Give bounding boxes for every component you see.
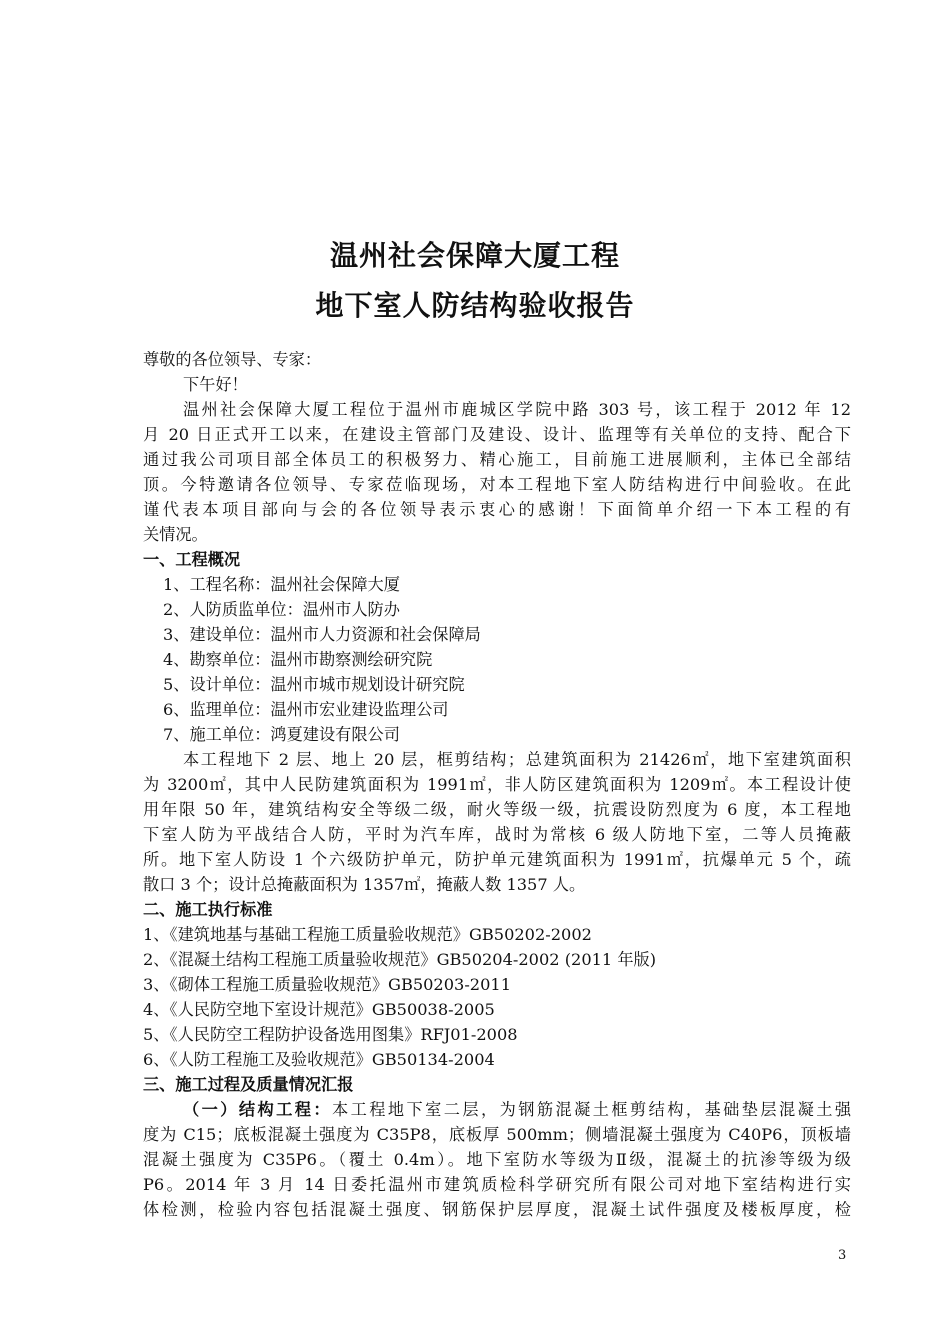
paragraph-line: 为 3200㎡，其中人民防建筑面积为 1991㎡，非人防区建筑面积为 1209㎡。本工程设计使 <box>143 775 851 794</box>
document-title-line2: 地下室人防结构验收报告 <box>315 289 635 322</box>
paragraph-line: 散口 3 个；设计总掩蔽面积为 1357㎡，掩蔽人数 1357 人。 <box>143 875 586 894</box>
paragraph-line: 混凝土强度为 C35P6。（覆土 0.4m）。地下室防水等级为Ⅱ级，混凝土的抗渗等级为级 <box>143 1150 851 1169</box>
document-body <box>143 347 851 1222</box>
list-item: 2、《混凝土结构工程施工质量验收规范》GB50204-2002 (2011 年版) <box>143 950 657 969</box>
paragraph-line: 下室人防为平战结合人防，平时为汽车库，战时为常核 6 级人防地下室，二等人员掩蔽 <box>143 825 851 844</box>
structure-paragraph <box>143 1097 851 1222</box>
paragraph-line: 月 20 日正式开工以来，在建设主管部门及建设、设计、监理等有关单位的支持、配合下 <box>143 425 851 444</box>
document-title-line1: 温州社会保障大厦工程 <box>329 239 620 272</box>
paragraph-line: 谨代表本项目部向与会的各位领导表示衷心的感谢！下面简单介绍一下本工程的有 <box>143 500 851 519</box>
overview-paragraph <box>143 747 851 897</box>
page-number: 3 <box>838 1248 847 1263</box>
standards-list <box>143 922 851 1072</box>
section-heading-overview: 一、工程概况 <box>143 550 241 569</box>
paragraph-line: 温州社会保障大厦工程位于温州市鹿城区学院中路 303 号，该工程于 2012 年 12 <box>183 400 851 419</box>
list-item: 4、勘察单位：温州市勘察测绘研究院 <box>163 650 433 669</box>
paragraph-line: 所。地下室人防设 1 个六级防护单元，防护单元建筑面积为 1991㎡，抗爆单元 5 个，疏 <box>143 850 851 869</box>
paragraph-line: 本工程地下 2 层、地上 20 层，框剪结构；总建筑面积为 21426㎡，地下室建筑面积 <box>183 750 851 769</box>
list-item: 1、《建筑地基与基础工程施工质量验收规范》GB50202-2002 <box>143 925 592 944</box>
intro-paragraph <box>143 397 851 547</box>
paragraph-line: 通过我公司项目部全体员工的积极努力、精心施工，目前施工进展顺利，主体已全部结 <box>143 450 851 469</box>
list-item: 6、《人防工程施工及验收规范》GB50134-2004 <box>143 1050 495 1069</box>
list-item: 7、施工单位：鸿夏建设有限公司 <box>163 725 400 744</box>
section-heading-standards: 二、施工执行标准 <box>143 900 273 919</box>
paragraph-line: 度为 C15；底板混凝土强度为 C35P8，底板厚 500mm；侧墙混凝土强度为 C40P6，顶板墙 <box>143 1125 851 1144</box>
section-heading-process: 三、施工过程及质量情况汇报 <box>143 1075 354 1094</box>
paragraph-line: 用年限 50 年，建筑结构安全等级二级，耐火等级一级，抗震设防烈度为 6 度，本工程地 <box>143 800 851 819</box>
overview-list <box>143 572 851 747</box>
list-item: 5、《人民防空工程防护设备选用图集》RFJ01-2008 <box>143 1025 518 1044</box>
greeting: 下午好！ <box>183 375 248 394</box>
list-item: 2、人防质监单位：温州市人防办 <box>163 600 400 619</box>
list-item: 4、《人民防空地下室设计规范》GB50038-2005 <box>143 1000 495 1019</box>
paragraph-line: 顶。今特邀请各位领导、专家莅临现场，对本工程地下室人防结构进行中间验收。在此 <box>143 475 851 494</box>
sub-heading-structure: （一）结构工程： <box>183 1100 332 1119</box>
list-item: 6、监理单位：温州市宏业建设监理公司 <box>163 700 449 719</box>
list-item: 3、建设单位：温州市人力资源和社会保障局 <box>163 625 481 644</box>
paragraph-line <box>143 1097 851 1122</box>
list-item: 1、工程名称：温州社会保障大厦 <box>163 575 400 594</box>
paragraph-line: 体检测，检验内容包括混凝土强度、钢筋保护层厚度，混凝土试件强度及楼板厚度，检 <box>143 1200 851 1219</box>
paragraph-line: P6。2014 年 3 月 14 日委托温州市建筑质检科学研究所有限公司对地下室结构进行实 <box>143 1175 851 1194</box>
list-item: 5、设计单位：温州市城市规划设计研究院 <box>163 675 465 694</box>
salutation: 尊敬的各位领导、专家： <box>143 350 322 369</box>
paragraph-line: 关情况。 <box>143 525 208 544</box>
paragraph-text: 本工程地下室二层，为钢筋混凝土框剪结构，基础垫层混凝土强 <box>332 1100 852 1119</box>
list-item: 3、《砌体工程施工质量验收规范》GB50203-2011 <box>143 975 511 994</box>
